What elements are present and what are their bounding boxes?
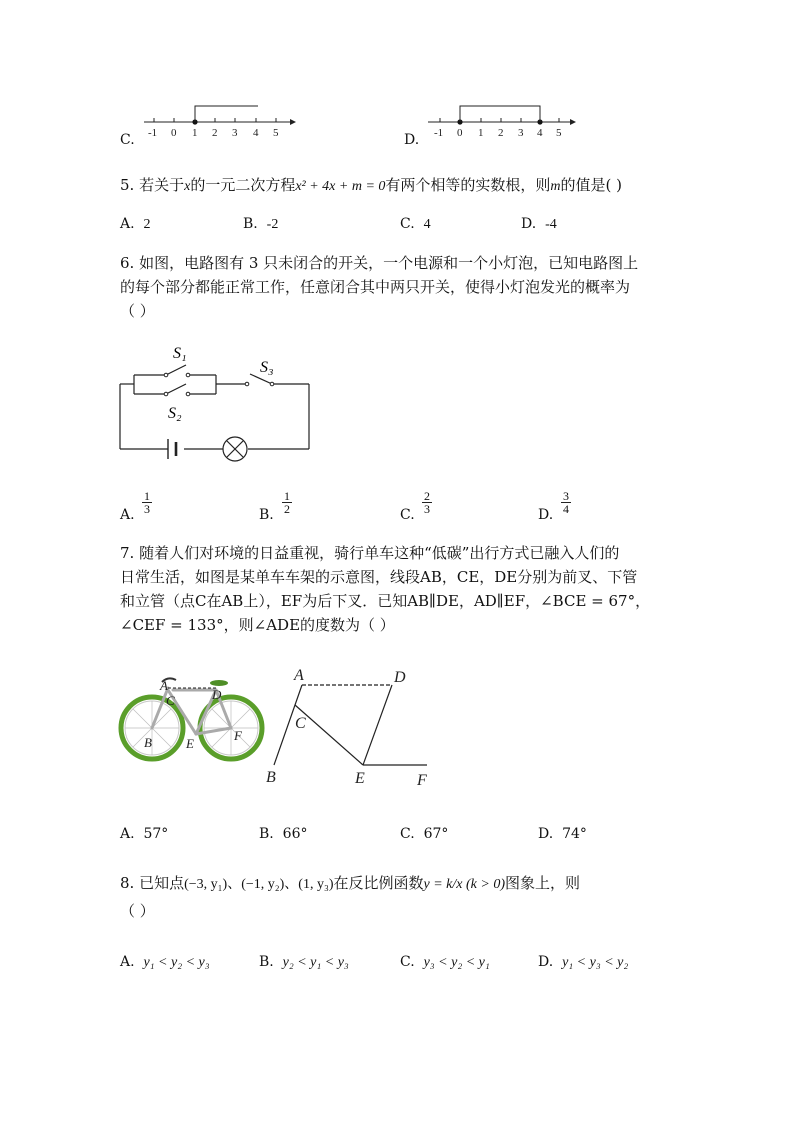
q4-d-tick-label: 2 bbox=[498, 127, 504, 139]
q5-prefix: 5. 若关于 bbox=[120, 176, 185, 194]
q5-stem bbox=[120, 173, 622, 199]
q8-option-b: B. y₂ < y₁ < y₃ bbox=[259, 954, 349, 970]
q5-suffix: 的值是( ) bbox=[560, 176, 623, 194]
q5-option-d: D. -4 bbox=[521, 216, 557, 232]
q7-line3: 和立管（点C在AB上），EF为后下叉．已知AB∥DE，AD∥EF，∠BCE = 67°， bbox=[120, 592, 651, 610]
q4-c-tick-label: 0 bbox=[171, 127, 177, 139]
geo-label-f: F bbox=[417, 772, 427, 789]
q8-suffix: 图象上，则 bbox=[504, 874, 580, 892]
q6-circuit-diagram bbox=[110, 338, 330, 468]
q8-line2: （ ） bbox=[120, 902, 155, 920]
q5-rest: 有两个相等的实数根，则 bbox=[385, 176, 551, 194]
q4-d-tick-label: 4 bbox=[537, 127, 543, 139]
q8-mid: 在反比例函数 bbox=[333, 874, 424, 892]
q6-option-a-label: A. bbox=[120, 507, 135, 523]
q6-option-a-fraction: $\frac{1}{3}$ bbox=[144, 489, 150, 516]
q5-option-a: A. 2 bbox=[120, 216, 151, 232]
q4-c-tick-label: -1 bbox=[148, 127, 158, 139]
q4-d-tick-label: 0 bbox=[457, 127, 463, 139]
q6-line3: （ ） bbox=[120, 302, 155, 320]
q4-c-tick-label: 4 bbox=[253, 127, 259, 139]
q4-d-tick-label: -1 bbox=[434, 127, 444, 139]
bike-label-b: B bbox=[144, 735, 152, 750]
q7-geometry-diagram bbox=[262, 662, 437, 792]
q8-line1 bbox=[120, 871, 580, 897]
geo-label-d: D bbox=[394, 669, 406, 686]
geo-label-b: B bbox=[266, 769, 276, 786]
q7-option-c: C. 67° bbox=[400, 826, 449, 842]
q4-c-tick-label: 3 bbox=[232, 127, 238, 139]
q4-d-tick-label: 3 bbox=[518, 127, 524, 139]
q4-c-tick-label: 2 bbox=[212, 127, 218, 139]
q8-option-d: D. y₁ < y₃ < y₂ bbox=[538, 954, 629, 970]
q6-option-c-label: C. bbox=[400, 507, 415, 523]
q6-option-d-fraction: $\frac{3}{4}$ bbox=[563, 489, 569, 516]
q4-option-d-number-line bbox=[424, 100, 584, 140]
q8-prefix: 8. 已知点 bbox=[120, 874, 185, 892]
geo-label-e: E bbox=[355, 770, 365, 787]
q7-line4: ∠CEF = 133°，则∠ADE的度数为（ ） bbox=[120, 616, 395, 634]
q4-d-tick-label: 5 bbox=[556, 127, 562, 139]
q4-c-ray bbox=[195, 106, 258, 122]
q7-line2: 日常生活，如图是某单车车架的示意图，线段AB，CE，DE分别为前叉、下管 bbox=[120, 568, 638, 586]
bike-label-d: D bbox=[212, 687, 222, 702]
q5-option-b: B. -2 bbox=[243, 216, 279, 232]
q6-option-b-fraction: $\frac{1}{2}$ bbox=[284, 489, 290, 516]
q4-option-c-label: C. bbox=[120, 132, 135, 148]
q6-option-d-label: D. bbox=[538, 507, 554, 523]
q4-option-c-number-line bbox=[140, 100, 300, 140]
switch-label-s1: S₁ bbox=[173, 345, 187, 362]
q8-option-c: C. y₃ < y₂ < y₁ bbox=[400, 954, 490, 970]
switch-label-s3: S₃ bbox=[260, 359, 274, 376]
q5-equation: x² + 4x + m = 0 bbox=[295, 179, 386, 194]
q7-line1: 7. 随着人们对环境的日益重视，骑行单车这种“低碳”出行方式已融入人们的 bbox=[120, 544, 620, 562]
switch-label-s2: S₂ bbox=[168, 405, 182, 422]
q4-d-segment bbox=[460, 106, 540, 122]
q5-option-c: C. 4 bbox=[400, 216, 431, 232]
q4-d-tick-label: 1 bbox=[478, 127, 484, 139]
q5-mid: 的一元二次方程 bbox=[190, 176, 296, 194]
q4-c-tick-label: 5 bbox=[273, 127, 279, 139]
q7-option-b: B. 66° bbox=[259, 826, 308, 842]
bike-label-f: F bbox=[234, 728, 242, 743]
q4-c-tick-label: 1 bbox=[192, 127, 198, 139]
geo-label-c: C bbox=[295, 715, 306, 732]
q5-var: x bbox=[184, 179, 191, 194]
q8-function: y = k/x (k > 0) bbox=[423, 877, 505, 892]
bike-label-e: E bbox=[186, 736, 194, 751]
q7-option-d: D. 74° bbox=[538, 826, 587, 842]
q4-option-d-label: D. bbox=[404, 132, 420, 148]
bicycle-photo bbox=[116, 668, 271, 768]
q6-option-c-fraction: $\frac{2}{3}$ bbox=[424, 489, 430, 516]
q6-line2: 的每个部分都能正常工作，任意闭合其中两只开关，使得小灯泡发光的概率为 bbox=[120, 278, 631, 296]
q6-line1: 6. 如图，电路图有 3 只未闭合的开关，一个电源和一个小灯泡，已知电路图上 bbox=[120, 254, 639, 272]
q6-option-b-label: B. bbox=[259, 507, 274, 523]
q8-option-a: A. y₁ < y₂ < y₃ bbox=[120, 954, 210, 970]
q8-points: (−3, y₁)、(−1, y₂)、(1, y₃) bbox=[184, 877, 334, 892]
q5-var2: m bbox=[550, 179, 561, 194]
bike-label-c: C bbox=[166, 693, 175, 708]
geo-label-a: A bbox=[294, 667, 304, 684]
q7-option-a: A. 57° bbox=[120, 826, 169, 842]
bike-label-a: A bbox=[160, 678, 168, 693]
